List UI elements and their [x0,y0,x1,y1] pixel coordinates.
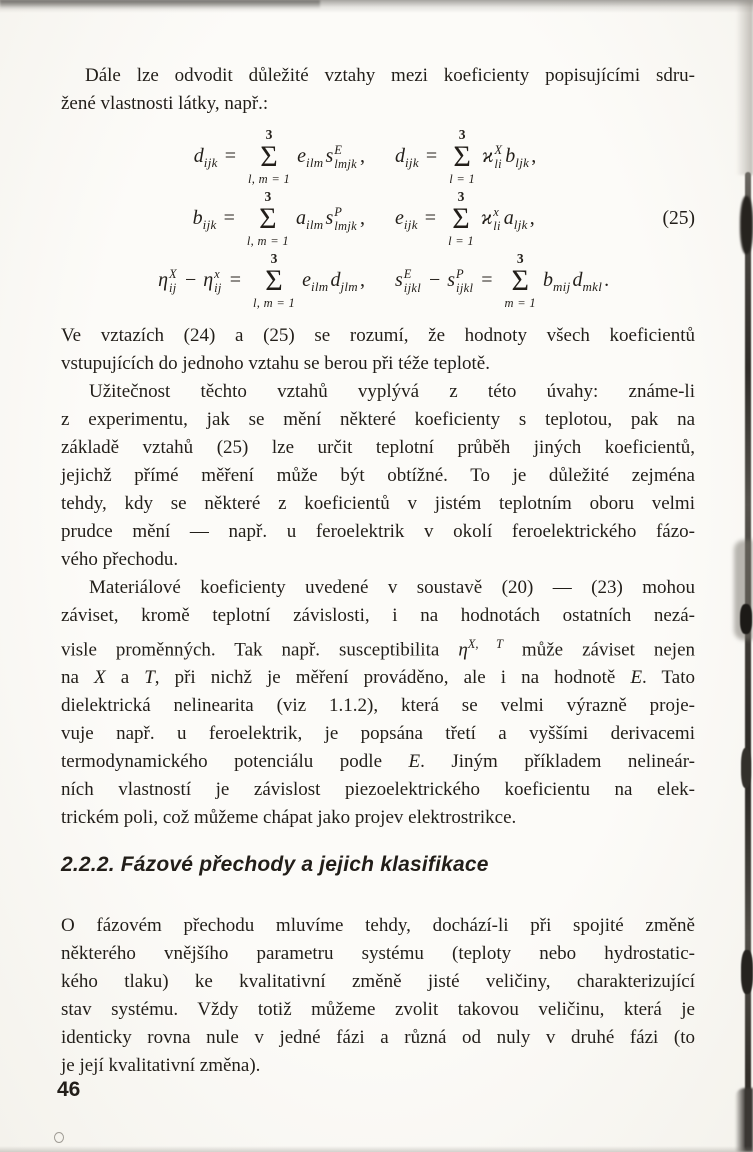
equation-eta-ed [61,252,366,310]
text-run: vstupujících do jednoho vztahu se berou při téže teplotě. [61,353,490,374]
scan-blob-right-2 [740,604,752,634]
text-run: trickém poli, což můžeme chápat jako projev elektrostrikce. [61,807,517,829]
text-run: jejichž přímé měření může být obtížné. To je důležité zejména [61,465,695,486]
text-run: d [330,268,341,291]
text-line [61,804,695,832]
supsub: x li [493,204,501,233]
text-run: a [105,667,145,689]
paragraph-intro [61,62,695,118]
paragraph-relations [61,322,695,378]
equation-row-2 [61,188,695,250]
text-run: Užitečnost těchto vztahů vyplývá z této úvahy: známe-li [89,381,695,402]
text-run: je její kvalitativní změna). [61,1055,261,1077]
scan-edge-line-right [745,172,751,1150]
text-run: ϰ [481,206,493,229]
text-run: e [297,144,306,167]
text-line [61,996,695,1024]
text-run: = [219,144,241,167]
text-run: a [295,206,306,229]
text-run: vého přechodu. [61,549,179,570]
supsub: X li [494,142,503,171]
text-line [61,322,695,350]
scan-smudge-top-right [736,0,753,175]
text-line [61,776,695,804]
text-run: η [203,268,214,291]
scan-blob-right-3 [741,748,751,788]
sum-symbol: 3 Σ l, m = 1 [246,189,289,249]
supsub: E ijkl [403,266,421,295]
paragraph-usefulness [61,378,695,574]
scan-shadow-top [0,0,753,13]
text-run: může záviset nejen [502,639,696,661]
text-line [61,90,695,118]
equation-block-25 [61,126,695,312]
scan-blob-right-1 [740,196,753,254]
text-run: žené vlastnosti látky, např.: [61,93,269,114]
supsub: P lmjk [334,204,357,233]
text-line [61,692,695,720]
text-line [61,62,695,90]
text-run: ijk [405,154,419,170]
text-run: ijk [203,154,218,170]
text-run: e [302,268,311,291]
text-run: vuje např. u feroelektrik, je popsána třetí a vyššími derivacemi [61,723,695,745]
text-run: kého tlaku) ke kvalitativní změně jisté veličiny, charakterizující [61,971,695,993]
text-line [61,968,695,996]
text-run: Materiálové koeficienty uvedené v soustavě (20) — (23) mohou [89,577,695,598]
text-run: dielektrická nelinearita (viz 1.1.2), která se velmi výrazně proje- [61,695,695,717]
text-run: b [505,144,516,167]
text-line [61,664,695,692]
text-run: tehdy, kdy se některé z koeficientů v jistém teplotním oboru velmi [61,493,695,514]
sum-symbol: 3 Σ l = 1 [449,127,476,187]
text-run: b [192,206,203,229]
text-run: X [94,667,106,689]
text-run: s [325,206,334,229]
text-line [61,462,695,490]
equation-b-aS [61,190,366,248]
text-line [61,940,695,968]
text-run: d [395,144,405,167]
text-run: . Tato [642,667,696,689]
scan-blob-right-4 [741,950,753,994]
text-run: = [419,206,442,229]
text-run: identicky rovna nule v jedné fázi a různá od nuly v druhé fázi (to [61,1027,695,1049]
text-run: , [531,144,537,167]
text-run: , [360,144,365,167]
text-run: ljk [513,216,528,232]
supsub: x ij [214,266,222,295]
text-run: E [408,751,421,773]
sum-symbol: 3 Σ m = 1 [504,251,536,311]
text-run: η [458,639,468,661]
text-run: − [179,268,202,291]
text-run: . Jiným příkladem nelineár- [420,751,695,773]
text-run: ijk [403,216,418,232]
text-run: záviset, kromě teplotní závislosti, i na hodnotách ostatních nezá- [61,605,695,626]
text-line [61,630,695,664]
text-run: , při nichž je měření prováděno, ale i na hodnotě [154,667,631,689]
text-line [61,378,695,406]
text-run: ijk [202,216,217,232]
text-line [61,406,695,434]
equation-e-ka [394,190,695,248]
text-run: d [193,144,204,167]
text-run: stav systému. Vždy totiž můžeme zvolit takovou veličinu, která je [61,999,695,1021]
text-run: = [420,144,443,167]
text-run: s [325,144,334,167]
text-run: − [423,268,446,291]
equation-row-1 [61,126,695,188]
text-run: d [572,268,583,291]
text-run: ilm [305,154,324,170]
text-run: X, T [467,637,503,651]
text-line [61,720,695,748]
supsub: P ijkl [456,266,474,295]
text-run: = [224,268,246,291]
text-run: visle proměnných. Tak např. susceptibilita [61,639,459,661]
text-run: η [158,268,169,291]
text-run: základě vztahů (25) lze určit teplotní průběh jiných koeficientů, [61,437,695,458]
scan-corner-bottom-right [735,1088,753,1152]
text-line [61,518,695,546]
text-run: O fázovém přechodu mluvíme tehdy, dochází-li při spojité změně [61,915,695,937]
text-run: jlm [340,278,358,294]
sum-symbol: 3 Σ l, m = 1 [252,251,296,311]
text-line [61,1024,695,1052]
text-run: , [360,206,365,229]
text-line [61,434,695,462]
text-run: ilm [305,216,324,232]
text-run: s [447,268,456,291]
text-line [61,912,695,940]
text-run: ních vlastností je závislost piezoelektrického koeficientu na elek- [61,779,695,801]
text-run: mkl [582,278,603,294]
supsub: X ij [169,266,177,295]
equation-d-kb [394,128,695,186]
section-heading: 2.2.2. Fázové přechody a jejich klasifikace [61,853,489,877]
text-line [61,1052,695,1080]
text-line [61,546,695,574]
text-line [61,602,695,630]
text-line [61,748,695,776]
text-run: z experimentu, jak se mění některé koeficienty s teplotou, pak na [61,409,695,430]
text-run: ϰ [482,144,494,167]
text-run: mij [552,278,571,294]
text-run: T [144,667,155,689]
text-run: některého vnějšího parametru systému (teploty nebo hydrostatic- [61,943,695,965]
paragraph-phase-transition [61,912,695,1080]
text-run: , [360,268,365,291]
text-run: na [61,667,95,689]
text-run: ilm [310,278,329,294]
supsub: E lmjk [334,142,357,171]
equation-d-eS [61,128,366,186]
text-run: Ve vztazích (24) a (25) se rozumí, že hodnoty všech koeficientů [61,325,695,346]
scan-smear-right-mid [734,540,753,640]
text-run: ljk [515,154,530,170]
text-run: e [395,206,404,229]
scan-mark-bottom-left [54,1132,64,1143]
scan-shadow-top-left [0,0,320,9]
text-line [61,490,695,518]
text-run: b [542,268,553,291]
text-run: . [604,268,610,291]
sum-symbol: 3 Σ l = 1 [448,189,474,249]
paragraph-material-coefficients [61,574,695,832]
page-content [61,52,695,1080]
scan-shade-bottom [0,1146,753,1152]
text-run: = [218,206,240,229]
page-number: 46 [57,1078,81,1101]
text-run: Dále lze odvodit důležité vztahy mezi koeficienty popisujícími sdru- [85,65,695,86]
text-line [61,350,695,378]
equation-number: (25) [662,208,695,229]
equation-row-3 [61,250,695,312]
text-line [61,574,695,602]
text-run: E [630,667,643,689]
text-run: termodynamického potenciálu podle [61,751,409,773]
text-run: prudce mění — např. u feroelektrik v okolí feroelektrického fázo- [61,521,695,542]
sum-symbol: 3 Σ l, m = 1 [247,127,291,187]
text-run: a [503,206,514,229]
text-run: = [476,268,498,291]
text-run: , [529,206,535,229]
equation-s-bd [394,252,695,310]
text-run: s [395,268,403,291]
